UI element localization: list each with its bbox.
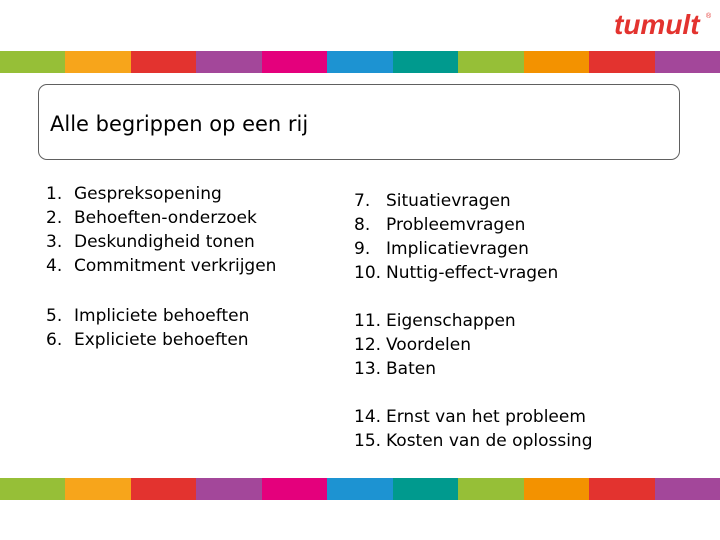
list-item [354, 189, 558, 213]
color-bar-segment [65, 478, 130, 500]
list-item-number: 7. [354, 191, 371, 211]
color-bar-segment [65, 51, 130, 73]
color-bar-segment [196, 51, 261, 73]
list-item-text: Expliciete behoeften [74, 330, 249, 350]
color-bar-segment [0, 478, 65, 500]
list-item-text: Situatievragen [386, 191, 511, 211]
bottom-color-bar [0, 478, 720, 500]
color-bar-segment [655, 51, 720, 73]
list-item-number: 11. [354, 311, 382, 331]
color-bar-segment [131, 478, 196, 500]
list-item [354, 237, 558, 261]
list-item-text: Baten [386, 359, 436, 379]
list-item-text: Ernst van het probleem [386, 407, 586, 427]
list-item [46, 206, 276, 230]
list-item-number: 8. [354, 215, 371, 235]
left-list-group-1 [46, 182, 276, 278]
list-item-number: 3. [46, 232, 63, 252]
list-item [46, 230, 276, 254]
color-bar-segment [458, 51, 523, 73]
list-item [354, 213, 558, 237]
color-bar-segment [196, 478, 261, 500]
list-item-text: Gespreksopening [74, 184, 222, 204]
list-item [46, 182, 276, 206]
list-item-number: 14. [354, 407, 382, 427]
list-item-text: Kosten van de oplossing [386, 431, 593, 451]
color-bar-segment [524, 478, 589, 500]
color-bar-segment [0, 51, 65, 73]
list-item-text: Implicatievragen [386, 239, 529, 259]
list-item-text: Eigenschappen [386, 311, 516, 331]
list-item-number: 6. [46, 330, 63, 350]
list-item-number: 2. [46, 208, 63, 228]
list-item [354, 405, 593, 429]
list-item [46, 304, 249, 328]
color-bar-segment [327, 478, 392, 500]
color-bar-segment [458, 478, 523, 500]
color-bar-segment [262, 51, 327, 73]
logo-text: tumult [614, 9, 700, 40]
list-item [354, 357, 516, 381]
list-item-text: Behoeften-onderzoek [74, 208, 257, 228]
list-item-text: Voordelen [386, 335, 472, 355]
list-item-number: 13. [354, 359, 382, 379]
tumult-logo [600, 6, 714, 42]
list-item-text: Deskundigheid tonen [74, 232, 255, 252]
list-item [46, 254, 276, 278]
list-item [354, 261, 558, 285]
list-item-text: Probleemvragen [386, 215, 526, 235]
color-bar-segment [655, 478, 720, 500]
right-list-group-1 [354, 189, 558, 285]
list-item-number: 9. [354, 239, 371, 259]
list-item-number: 5. [46, 306, 63, 326]
right-list-group-3 [354, 405, 593, 453]
color-bar-segment [524, 51, 589, 73]
list-item-text: Nuttig-effect-vragen [386, 263, 559, 283]
color-bar-segment [393, 51, 458, 73]
color-bar-segment [589, 51, 654, 73]
list-item-number: 12. [354, 335, 382, 355]
list-item-number: 1. [46, 184, 63, 204]
top-color-bar [0, 51, 720, 73]
color-bar-segment [393, 478, 458, 500]
right-list-group-2 [354, 309, 516, 381]
list-item [354, 429, 593, 453]
color-bar-segment [262, 478, 327, 500]
list-item-number: 15. [354, 431, 382, 451]
list-item-text: Impliciete behoeften [74, 306, 250, 326]
slide-title: Alle begrippen op een rij [50, 112, 309, 136]
color-bar-segment [131, 51, 196, 73]
left-list-group-2 [46, 304, 249, 352]
logo-registered-mark: ® [706, 13, 712, 20]
list-item-text: Commitment verkrijgen [74, 256, 277, 276]
list-item [46, 328, 249, 352]
color-bar-segment [589, 478, 654, 500]
list-item-number: 4. [46, 256, 63, 276]
color-bar-segment [327, 51, 392, 73]
list-item [354, 309, 516, 333]
list-item [354, 333, 516, 357]
list-item-number: 10. [354, 263, 382, 283]
